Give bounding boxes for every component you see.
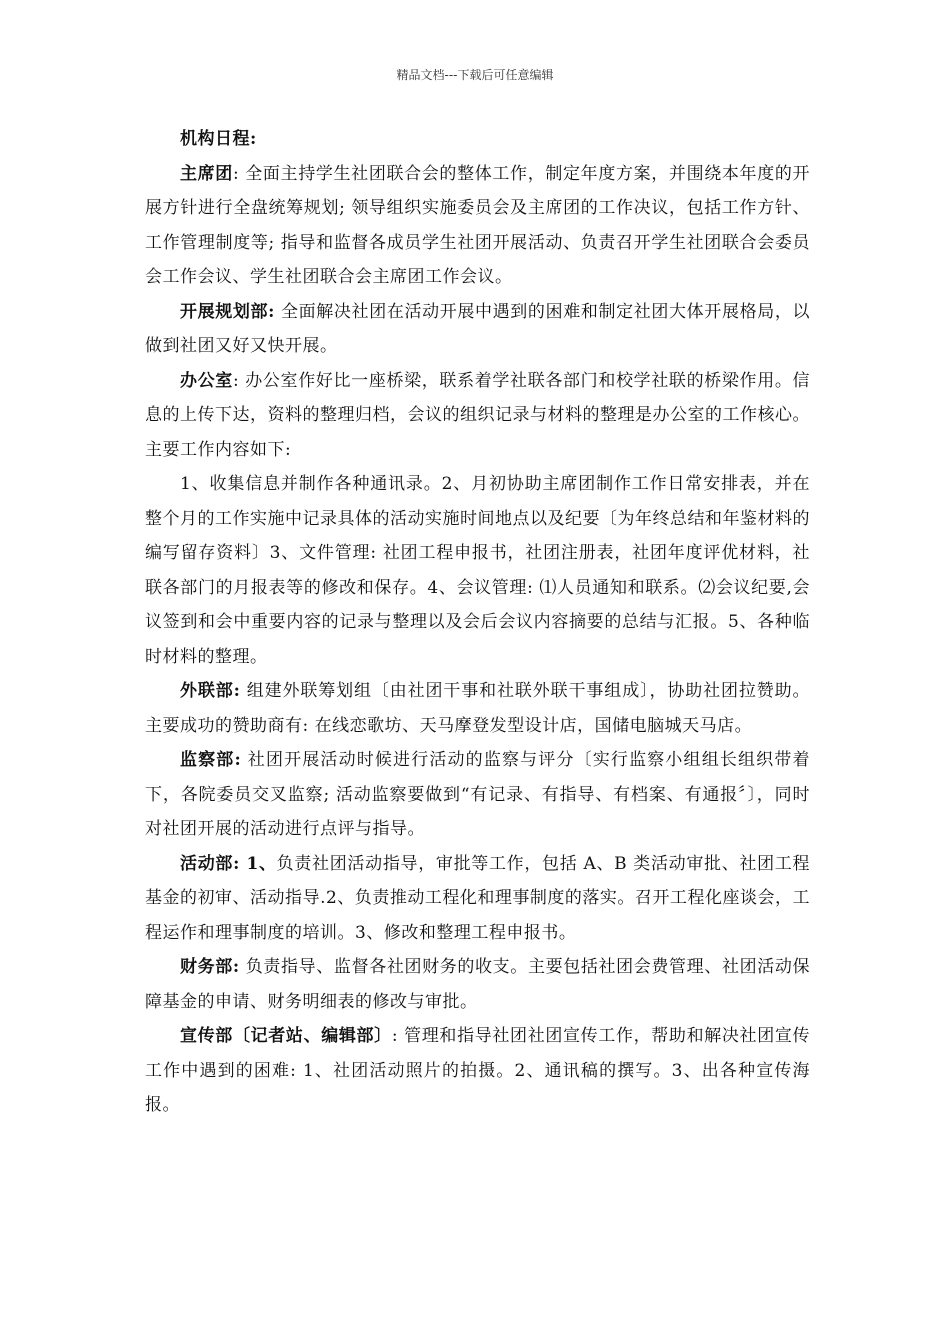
section-text: : 全面主持学生社团联合会的整体工作，制定年度方案，并围绕本年度的开展方针进行全盘统筹规划; 领导组织实施委员会及主席团的工作决议，包括工作方针、工作管理制度等; 指导和监督各成员学生社团开展活动、负责召开学生社团联合会委员会工作会议、学生社团联合会主席团工作会议。 xyxy=(145,163,810,287)
section-office-details xyxy=(145,467,810,674)
section-term: 活动部: 1、 xyxy=(180,853,277,874)
section-presidium xyxy=(145,157,810,295)
section-finance xyxy=(145,950,810,1019)
section-text: 负责指导、监督各社团财务的收支。主要包括社团会费管理、社团活动保障基金的申请、财务明细表的修改与审批。 xyxy=(145,957,811,1012)
section-text: 社团开展活动时候进行活动的监察与评分〔实行监察小组组长组织带着下，各院委员交叉监察; 活动监察要做到“有记录、有指导、有档案、有通报〞〕，同时对社团开展的活动进行点评与指导。 xyxy=(145,750,810,839)
section-term: 开展规划部: xyxy=(180,301,275,322)
section-text: 全面解决社团在活动开展中遇到的困难和制定社团大体开展格局，以做到社团又好又快开展。 xyxy=(145,301,810,356)
document-title: 机构日程: xyxy=(180,129,257,149)
section-text: 1、收集信息并制作各种通讯录。2、月初协助主席团制作工作日常安排表，并在整个月的工作实施中记录具体的活动实施时间地点以及纪要〔为年终总结和年鉴材料的编写留存资料〕3、文件管理: 社团工程申报书，社团注册表，社团年度评优材料，社联各部门的月报表等的修改和保存。4、会议管理: ⑴人员通知和联系。⑵会议纪要,会议签到和会中重要内容的记录与整理以及会后会议内容摘要的总结与汇报。5、各种临时材料的整理。 xyxy=(145,474,810,667)
page-header: 精品文档---下载后可任意编辑 xyxy=(396,68,554,82)
section-term: 宣传部〔记者站、编辑部〕 xyxy=(180,1026,392,1046)
document-body xyxy=(145,122,810,1123)
section-text: 负责社团活动指导，审批等工作，包括 A、B 类活动审批、社团工程基金的初审、活动指导.2、负责推动工程化和理事制度的落实。召开工程化座谈会，工程运作和理事制度的培训。3、修改和整理工程申报书。 xyxy=(145,853,810,943)
section-text: : 管理和指导社团社团宣传工作，帮助和解决社团宣传工作中遇到的困难: 1、社团活动照片的拍摄。2、通讯稿的撰写。3、出各种宣传海报。 xyxy=(145,1026,810,1115)
section-activities xyxy=(145,847,810,951)
section-office xyxy=(145,364,810,468)
section-publicity xyxy=(145,1019,810,1123)
section-text: 组建外联筹划组〔由社团干事和社联外联干事组成〕，协助社团拉赞助。主要成功的赞助商有: 在线恋歌坊、天马摩登发型设计店，国储电脑城天马店。 xyxy=(145,681,810,736)
section-term: 主席团 xyxy=(180,163,233,184)
section-supervision xyxy=(145,743,810,847)
section-text: : 办公室作好比一座桥梁，联系着学社联各部门和校学社联的桥梁作用。信息的上传下达，资料的整理归档，会议的组织记录与材料的整理是办公室的工作核心。主要工作内容如下: xyxy=(145,370,810,460)
section-term: 办公室 xyxy=(180,370,233,391)
section-term: 监察部: xyxy=(180,750,242,770)
section-term: 外联部: xyxy=(180,681,241,701)
section-planning xyxy=(145,295,810,364)
section-term: 财务部: xyxy=(180,957,240,977)
section-external xyxy=(145,674,810,743)
